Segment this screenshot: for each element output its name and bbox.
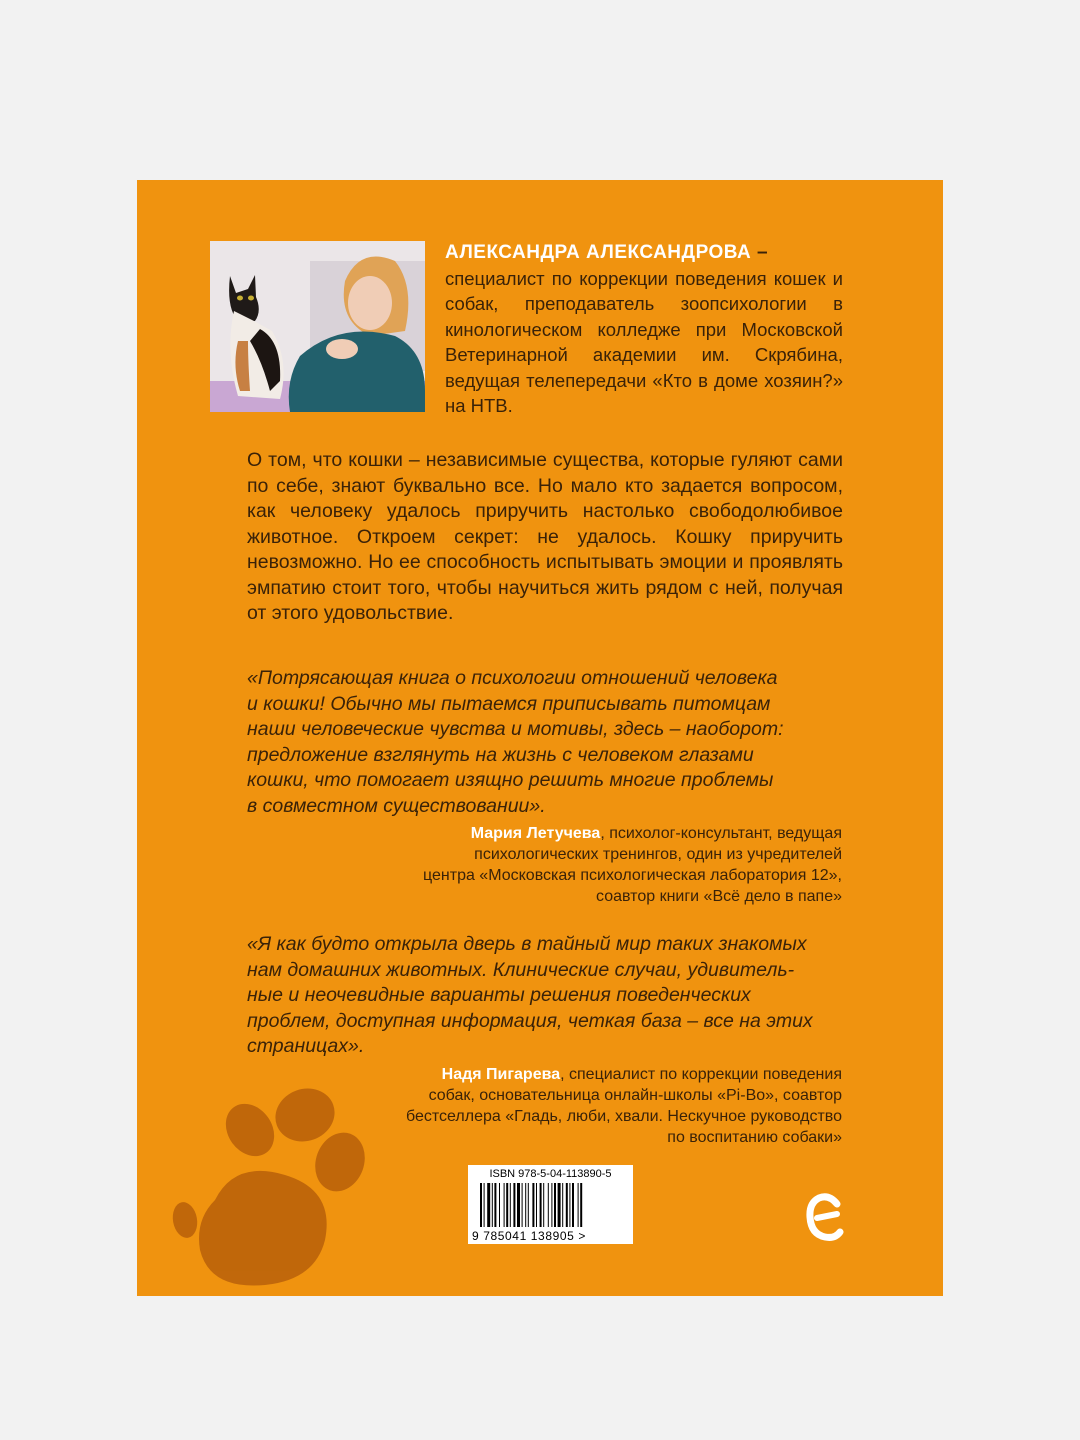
quote-line: в совместном существовании».: [247, 794, 546, 817]
quote-line: и кошки! Обычно мы пытаемся приписывать питомцам: [247, 692, 771, 715]
author-bio-text: специалист по коррекции поведения кошек и собак, преподаватель зоопсихологии в кинологическом колледже при Московской Ветеринарной академии им. Скрябина, ведущая телепередачи «Кто в доме хозяин?» на НТВ.: [445, 267, 843, 416]
attribution-line: по воспитанию собаки»: [667, 1129, 842, 1146]
review-quote-1: [247, 666, 847, 819]
attribution-line: соавтор книги «Всё дело в папе»: [596, 888, 842, 905]
attribution-line: собак, основательница онлайн-школы «Pi-Bo», соавтор: [428, 1087, 842, 1104]
quote-line: нам домашних животных. Клинические случаи, удивитель-: [247, 958, 795, 981]
attribution-line: бестселлера «Гладь, люби, хвали. Нескучное руководство: [406, 1108, 842, 1125]
author-with-cat-photo: [210, 241, 425, 412]
attribution-line: , специалист по коррекции поведения: [560, 1066, 842, 1083]
quote-line: страницах».: [247, 1035, 365, 1057]
attribution-line: , психолог-консультант, ведущая: [600, 825, 842, 842]
paw-print-icon: [155, 1080, 375, 1305]
quote-line: кошки, что помогает изящно решить многие проблемы: [247, 769, 774, 791]
attribution-line: психологических тренингов, один из учредителей: [474, 846, 842, 863]
attribution-line: центра «Московская психологическая лаборатория 12»,: [423, 867, 842, 884]
quote-line: наши человеческие чувства и мотивы, здесь – наоборот:: [247, 718, 784, 740]
publisher-logo-icon: [805, 1192, 845, 1247]
reviewer-name: Мария Летучева: [470, 825, 601, 842]
quote-line: «Потрясающая книга о психологии отношений человека: [247, 667, 778, 689]
quote-line: «Я как будто открыла дверь в тайный мир таких знакомых: [247, 933, 807, 955]
reviewer-name: Надя Пигарева: [441, 1066, 561, 1083]
quote-line: предложение взглянуть на жизнь с человеком глазами: [247, 743, 754, 766]
isbn-barcode: [468, 1165, 633, 1244]
author-bio: [445, 240, 843, 419]
isbn-number: ISBN 978-5-04-113890-5: [489, 1168, 612, 1180]
review-attribution-2: [322, 1064, 842, 1148]
author-name: АЛЕКСАНДРА АЛЕКСАНДРОВА –: [445, 242, 769, 263]
review-attribution-1: [322, 823, 842, 907]
author-photo: [210, 241, 425, 412]
book-description: О том, что кошки – независимые существа, которые гуляют сами по себе, знают буквально все. Но мало кто задается вопросом, как человеку удалось приручить настолько свободолюбивое животное. Откроем секрет: не удалось. Кошку приручить невозможно. Но ее способность испытывать эмоции и проявлять эмпатию стоит того, чтобы научиться жить рядом с ней, получая от этого удовольствие.: [247, 449, 843, 624]
quote-line: ные и неочевидные варианты решения поведенческих: [247, 984, 751, 1006]
quote-line: проблем, доступная информация, четкая база – все на этих: [247, 1009, 813, 1032]
book-back-cover: [137, 180, 943, 1296]
review-quote-2: [247, 932, 847, 1060]
isbn-digits: 9 785041 138905 >: [472, 1229, 586, 1243]
